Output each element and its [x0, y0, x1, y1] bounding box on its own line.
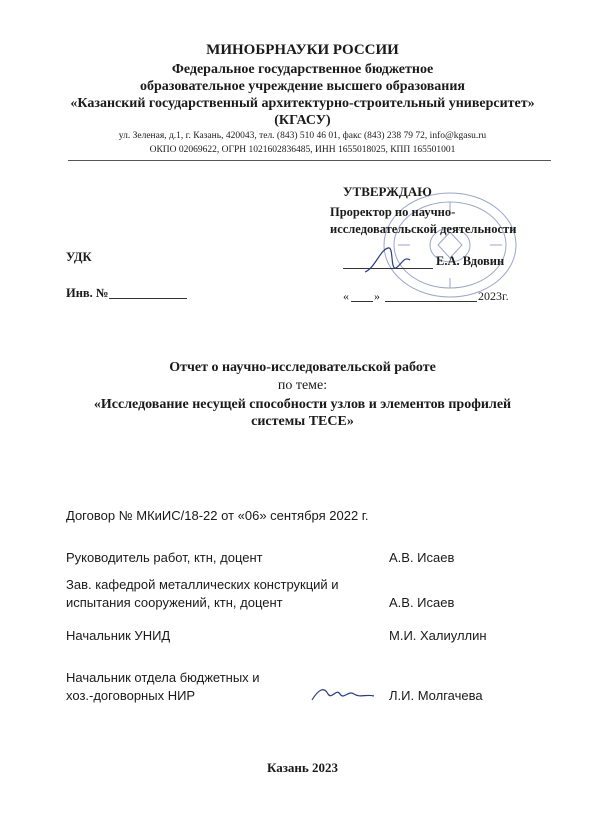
report-topic-2: системы ТЕСЕ» [251, 414, 354, 429]
approval-position-1: Проректор по научно- [330, 205, 456, 219]
university-name: «Казанский государственный архитектурно-строительный университет» [70, 96, 535, 111]
footer-city-year: Казань 2023 [266, 760, 339, 775]
udk-label: УДК [66, 250, 92, 264]
signature-name: А.В. Исаев [389, 595, 455, 610]
date-year: 2023г. [478, 289, 509, 303]
signature-role: испытания сооружений, ктн, доцент [66, 595, 283, 610]
signature-name: Л.И. Молгачева [389, 688, 483, 703]
signature-role: Зав. кафедрой металлических конструкций и [66, 577, 339, 592]
signature-mark [308, 680, 378, 708]
header-line-2: образовательное учреждение высшего образования [140, 79, 465, 94]
codes-line: ОКПО 02069622, ОГРН 1021602836485, ИНН 1655018025, КПП 165501001 [149, 145, 456, 155]
date-day-line [351, 301, 373, 302]
date-quote-close: » [374, 289, 380, 303]
approval-position-2: исследовательской деятельности [330, 222, 517, 236]
signer-name: Е.А. Вдовин [436, 254, 505, 268]
university-abbr: (КГАСУ) [274, 113, 331, 128]
header-line-1: Федеральное государственное бюджетное [171, 62, 434, 77]
signature-role: Руководитель работ, ктн, доцент [66, 550, 263, 565]
signature-role: хоз.-договорных НИР [66, 688, 196, 703]
inv-label: Инв. № [66, 286, 109, 300]
date-quote-open: « [343, 289, 349, 303]
date-month-line [385, 301, 477, 302]
inv-line [109, 298, 187, 299]
address-line: ул. Зеленая, д.1, г. Казань, 420043, тел. (843) 510 46 01, факс (843) 238 79 72, info@kgasu.ru [118, 131, 487, 141]
report-title: Отчет о научно-исследовательской работе [169, 360, 436, 375]
report-subtitle: по теме: [277, 378, 328, 393]
signature-role: Начальник отдела бюджетных и [66, 670, 260, 685]
header-rule [68, 160, 551, 161]
ministry-title: МИНОБРНАУКИ РОССИИ [206, 42, 399, 58]
report-topic-1: «Исследование несущей способности узлов и элементов профилей [93, 397, 512, 412]
approval-title: УТВЕРЖДАЮ [343, 184, 432, 199]
contract-line: Договор № МКиИС/18-22 от «06» сентября 2022 г. [66, 508, 369, 523]
signature-name: А.В. Исаев [389, 550, 455, 565]
signature-role: Начальник УНИД [66, 628, 171, 643]
signature-name: М.И. Халиуллин [389, 628, 487, 643]
signature-mark [360, 240, 420, 280]
